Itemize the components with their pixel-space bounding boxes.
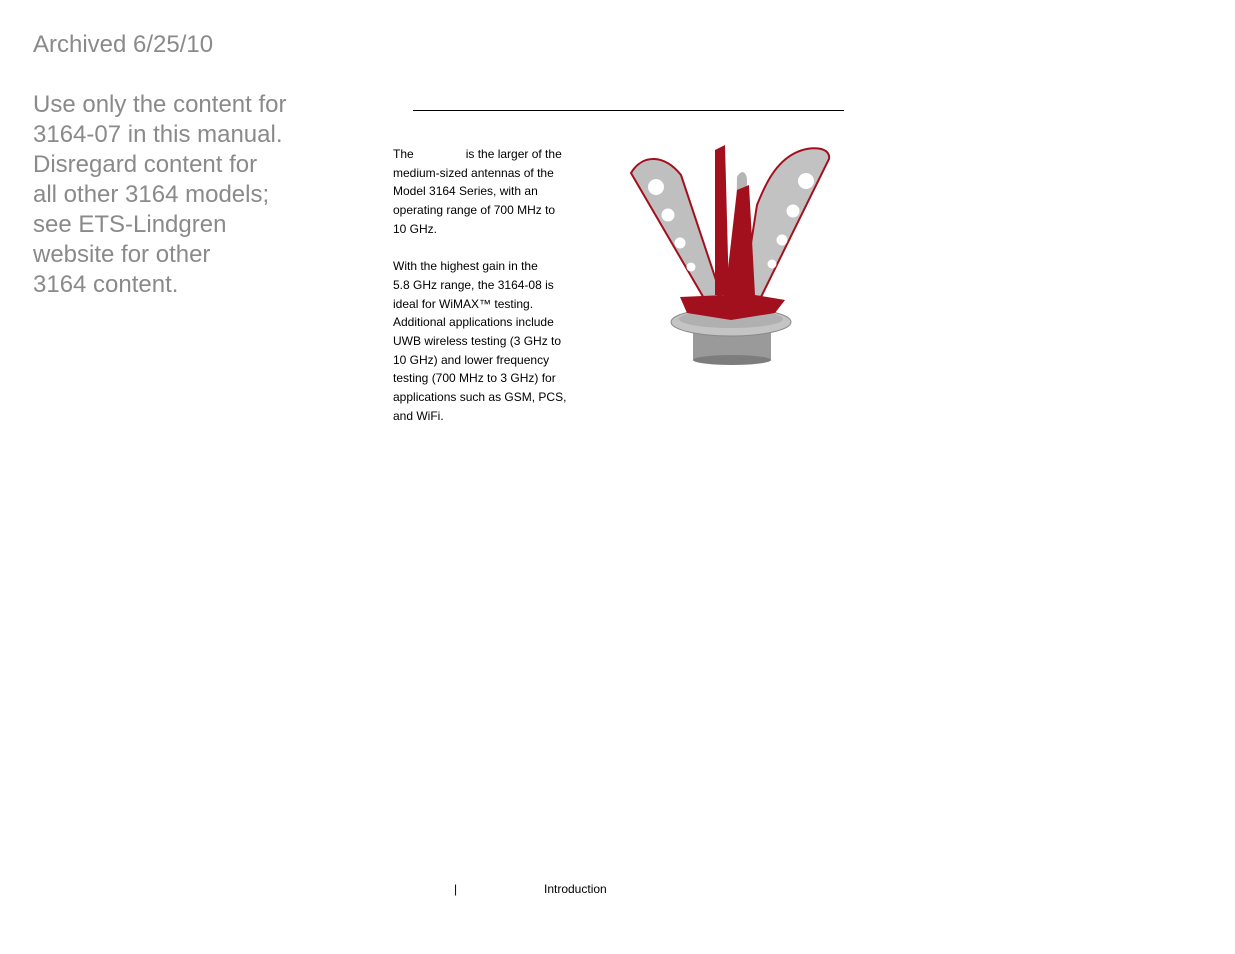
body-line: With the highest gain in the	[393, 259, 538, 274]
antenna-right-paddle	[743, 148, 829, 297]
body-line: UWB wireless testing (3 GHz to	[393, 334, 562, 349]
footer-separator: |	[454, 882, 458, 896]
page-footer	[0, 882, 1235, 902]
body-line: and WiFi.	[393, 408, 444, 423]
archive-line: Disregard content for	[33, 151, 258, 178]
body-line: Model 3164 Series, with an	[393, 184, 538, 199]
archive-date: Archived 6/25/10	[33, 31, 214, 58]
archive-line: 3164 content.	[33, 271, 179, 298]
archive-line: see ETS-Lindgren	[33, 211, 227, 238]
body-line: medium-sized antennas of the	[393, 165, 554, 180]
body-line: ideal for WiMAX™ testing.	[393, 296, 534, 311]
body-line: 5.8 GHz range, the 3164-08 is	[393, 277, 554, 292]
footer-section-title: Introduction	[544, 882, 607, 896]
antenna-back-paddle	[715, 145, 729, 295]
body-line: The is the larger of the	[393, 147, 562, 161]
body-text	[393, 145, 583, 426]
archive-line: 3164-07 in this manual.	[33, 121, 283, 148]
archive-line: Use only the content for	[33, 91, 287, 118]
body-line: testing (700 MHz to 3 GHz) for	[393, 371, 556, 386]
body-line: applications such as GSM, PCS,	[393, 390, 567, 405]
body-line: operating range of 700 MHz to	[393, 203, 556, 218]
archive-notice	[33, 30, 333, 300]
body-line: 10 GHz) and lower frequency	[393, 352, 550, 367]
body-line: 10 GHz.	[393, 221, 438, 236]
body-line: Additional applications include	[393, 315, 554, 330]
heading-rule	[413, 110, 844, 111]
antenna-left-paddle	[631, 159, 721, 300]
antenna-image	[625, 145, 835, 367]
archive-line: website for other	[33, 241, 211, 268]
archive-line: all other 3164 models;	[33, 181, 270, 208]
